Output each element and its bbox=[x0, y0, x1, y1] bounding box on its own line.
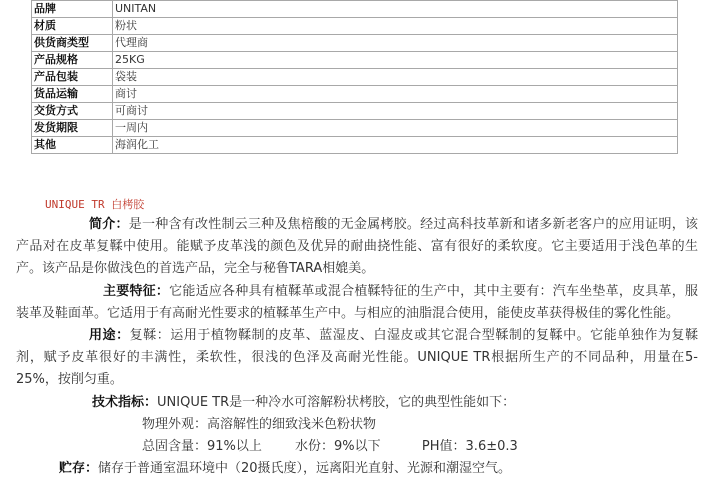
features-label: 主要特征： bbox=[103, 283, 170, 299]
product-description bbox=[16, 214, 698, 480]
spec-value: 海润化工 bbox=[113, 137, 678, 154]
intro-text: 是一种含有改性制云三种及焦棓酸的无金属栲胶。经过高科技革新和诸多新老客户的应用证明，该产品对在皮革复鞣中使用。能赋予皮革浅的颜色及优异的耐曲挠性能、富有很好的柔软度。它主要适用于浅色革的生产。该产品是你做浅色的首选产品，完全与秘鲁TARA相媲美。 bbox=[16, 217, 698, 277]
tech-label: 技术指标： bbox=[92, 394, 158, 410]
spec-value: 商讨 bbox=[113, 86, 678, 103]
table-row bbox=[32, 52, 678, 69]
storage-text: 储存于普通室温环境中（20摄氏度），远离阳光直射、光源和潮湿空气。 bbox=[98, 461, 512, 477]
features-paragraph bbox=[16, 281, 698, 325]
storage-label: 贮存： bbox=[59, 461, 99, 477]
tech-text: UNIQUE TR是一种冷水可溶解粉状栲胶，它的典型性能如下： bbox=[157, 394, 516, 410]
intro-label: 简介： bbox=[89, 217, 129, 232]
spec-label: 交货方式 bbox=[32, 103, 113, 120]
tech-ph: PH值：3.6±0.3 bbox=[421, 439, 518, 455]
spec-label: 产品包装 bbox=[32, 69, 113, 86]
spec-label: 货品运输 bbox=[32, 86, 113, 103]
usage-text: 复鞣：运用于植物鞣制的皮革、蓝湿皮、白湿皮或其它混合型鞣制的复鞣中。它能单独作为复鞣剂，赋予皮革很好的丰满性，柔软性，很浅的色泽及高耐光性能。UNIQUE TR根据所生产的不同品种，用量在5-25%，按削匀重。 bbox=[16, 328, 698, 388]
usage-paragraph bbox=[16, 325, 698, 392]
table-row bbox=[32, 103, 678, 120]
features-text: 它能适应各种具有植鞣革或混合植鞣特征的生产中，其中主要有：汽车坐垫革，皮具革，服装革及鞋面革。它适用于有高耐光性要求的植鞣革生产中。与相应的油脂混合使用，能使皮革获得极佳的雾化性能。 bbox=[16, 283, 698, 321]
spec-label: 产品规格 bbox=[32, 52, 113, 69]
spec-value: 代理商 bbox=[113, 35, 678, 52]
tech-tannin: 总固含量：91%以上 bbox=[142, 439, 262, 455]
tech-paragraph bbox=[16, 392, 698, 414]
spec-table bbox=[31, 0, 678, 154]
table-row bbox=[32, 86, 678, 103]
spec-label: 品牌 bbox=[32, 1, 113, 18]
product-title: UNIQUE TR 白栲胶 bbox=[45, 198, 145, 211]
spec-value: 可商讨 bbox=[113, 103, 678, 120]
spec-value: 袋装 bbox=[113, 69, 678, 86]
table-row bbox=[32, 1, 678, 18]
spec-value: 粉状 bbox=[113, 18, 678, 35]
spec-label: 供货商类型 bbox=[32, 35, 113, 52]
table-row bbox=[32, 69, 678, 86]
spec-value: UNITAN bbox=[113, 1, 678, 18]
spec-label: 发货期限 bbox=[32, 120, 113, 137]
tech-appearance: 物理外观：高溶解性的细致浅米色粉状物 bbox=[142, 416, 377, 432]
table-row bbox=[32, 137, 678, 154]
table-row bbox=[32, 35, 678, 52]
tech-moisture: 水份：9%以下 bbox=[294, 439, 381, 455]
table-row bbox=[32, 120, 678, 137]
intro-paragraph bbox=[16, 214, 698, 281]
spec-label: 材质 bbox=[32, 18, 113, 35]
spec-label: 其他 bbox=[32, 137, 113, 154]
usage-label: 用途： bbox=[89, 328, 130, 344]
storage-paragraph bbox=[16, 458, 698, 480]
table-row bbox=[32, 18, 678, 35]
spec-value: 一周内 bbox=[113, 120, 678, 137]
spec-value: 25KG bbox=[113, 52, 678, 69]
tech-values-row bbox=[16, 436, 698, 458]
